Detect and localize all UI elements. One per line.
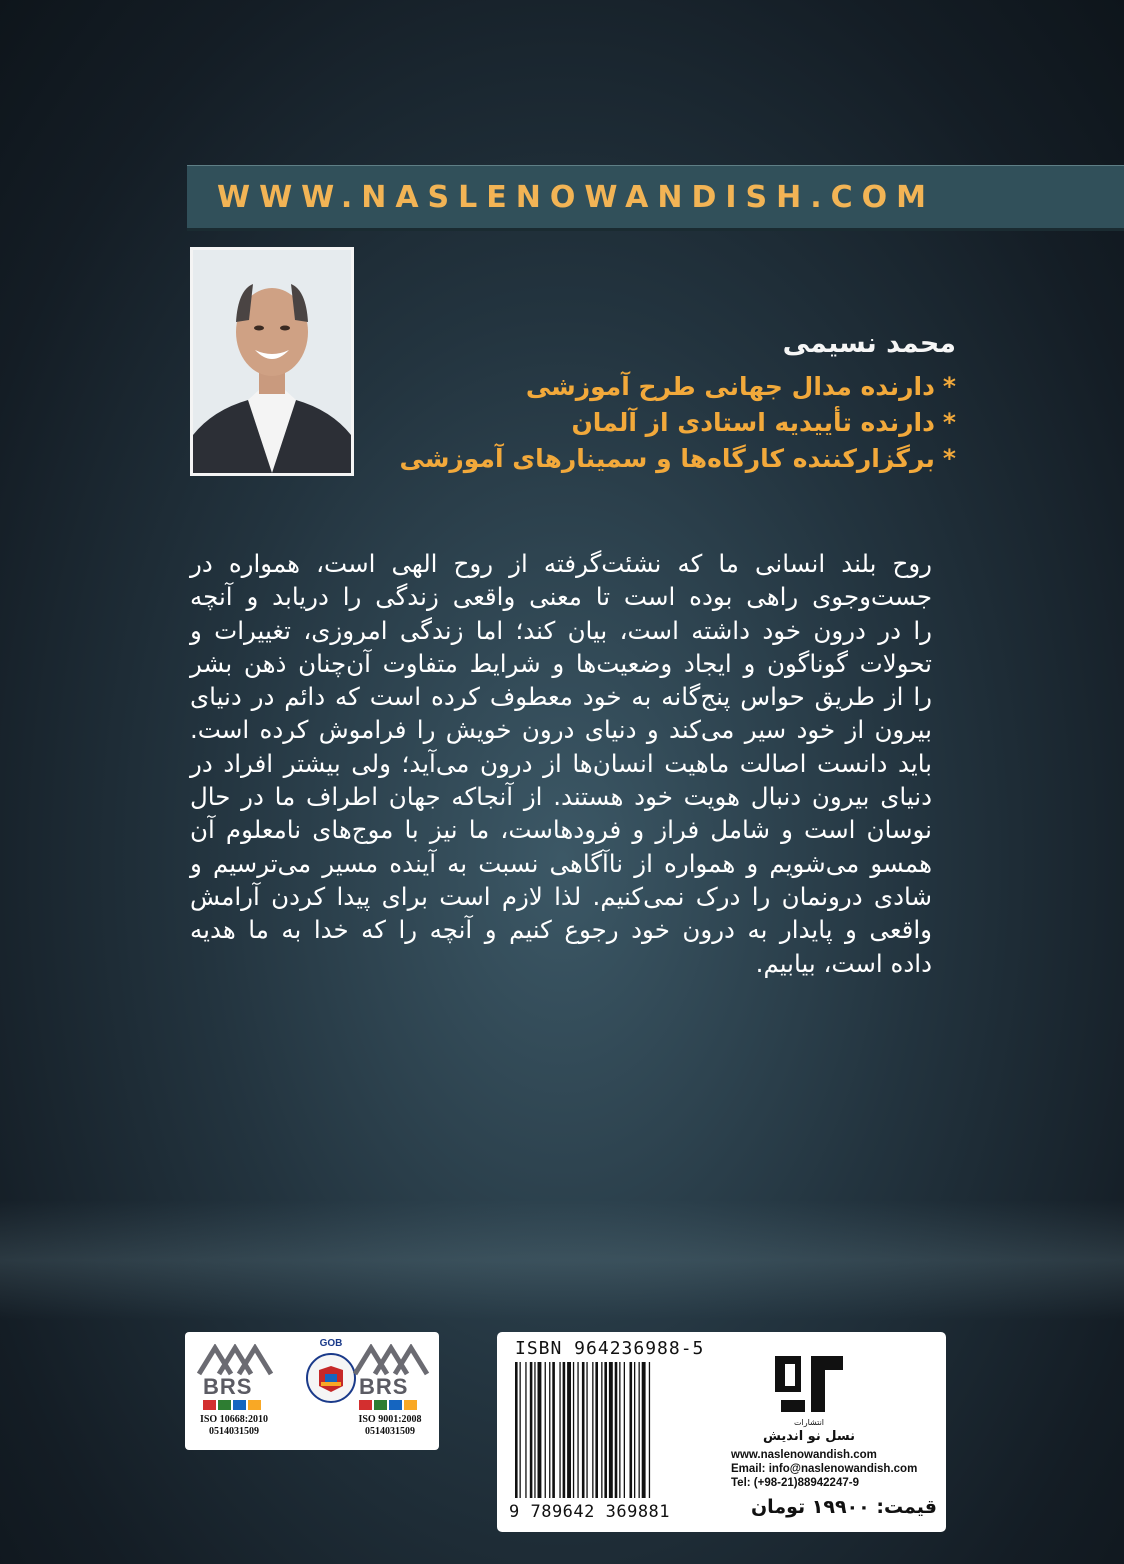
brs-certificate [189, 1338, 279, 1444]
blurb-line: دنیای بیرون دنبال هویت خود هستند. از آنجاکه جهان اطراف ما در حال [190, 782, 932, 812]
blurb-line: جست‌وجوی راهی بوده است تا معنی واقعی زندگی را دریابد و آنچه [190, 582, 932, 612]
barcode-icon [515, 1362, 711, 1498]
price-label: قیمت: ۱۹۹۰۰ تومان [750, 1496, 937, 1518]
gob-label: GOB [319, 1338, 343, 1349]
bullet-star: * [942, 408, 956, 437]
blurb-line: روح بلند انسانی ما که نشئت‌گرفته از روح الهی است، همواره در [190, 549, 932, 578]
bullet-star: * [942, 444, 956, 473]
author-portrait-image [193, 250, 351, 473]
publisher-logo-icon [771, 1350, 847, 1418]
bullet-star: * [942, 372, 956, 401]
publisher-email[interactable]: Email: info@naslenowandish.com [731, 1463, 918, 1475]
iso-standard: ISO 9001:2008 0514031509 [358, 1414, 422, 1437]
certification-panel [185, 1332, 439, 1450]
blurb-line: همسو می‌شویم و همواره از ناآگاهی نسبت به آینده مسیر می‌ترسیم و [190, 848, 932, 878]
brs-logo-icon [197, 1344, 275, 1376]
author-info [396, 328, 956, 477]
brs-logo-icon [353, 1344, 431, 1376]
author-photo [190, 247, 354, 476]
brs-mark: BRS [203, 1374, 253, 1399]
background-haze [0, 1200, 1124, 1320]
publisher-name: نسل نو اندیش [763, 1429, 855, 1444]
publisher-website[interactable]: www.naslenowandish.com [731, 1449, 877, 1461]
blurb-line: را در درون خود داشته است، بیان کند؛ اما زندگی امروزی، تغییرات و [190, 615, 932, 645]
isbn-number: ISBN 964236988-5 [515, 1338, 705, 1359]
color-squares [359, 1400, 417, 1410]
color-squares [203, 1400, 261, 1410]
credential-item: *دارنده تأییدیه استادی از آلمان [571, 408, 956, 437]
brs-certificate [345, 1338, 435, 1444]
blurb-line: تحولات گوناگون و ایجاد وضعیت‌ها و شرایط متفاوت آن‌چنان ذهن بشر [190, 648, 932, 678]
blurb-line: داده است، بیابیم. [755, 948, 932, 978]
credential-item: *برگزارکننده کارگاه‌ها و سمینارهای آموزشی [399, 444, 956, 473]
barcode-digits: 9 789642 369881 [509, 1502, 671, 1522]
publisher-contact [731, 1448, 917, 1490]
website-banner [187, 165, 1124, 231]
blurb-line: را از طریق حواس پنج‌گانه به خود معطوف کرده است که دائم در دنیای [190, 682, 932, 712]
isbn-publisher-panel [497, 1332, 946, 1532]
blurb-line: واقعی و پایدار به درون خود رجوع کنیم و آنچه را که خدا به ما هدیه [190, 915, 932, 945]
publisher-phone: Tel: (+98-21)88942247-9 [731, 1477, 859, 1489]
brs-mark: BRS [359, 1374, 409, 1399]
blurb-line: باید دانست اصالت ماهیت انسان‌ها از درون می‌آید؛ ولی بیشتر افراد در [190, 748, 932, 778]
publisher-label: انتشارات [793, 1418, 825, 1427]
credential-item: *دارنده مدال جهانی طرح آموزشی [525, 372, 956, 401]
blurb-text [190, 547, 932, 980]
author-name: محمد نسیمی [782, 328, 956, 359]
iso-standard: ISO 10668:2010 0514031509 [199, 1414, 269, 1437]
blurb-line: نوسان است و شامل فراز و فرودهاست، ما نیز با موج‌های نامعلوم آن [190, 815, 932, 845]
website-url[interactable]: WWW.NASLENOWANDISH.COM [217, 179, 935, 215]
blurb-line: بیرون از خود سیر می‌کند و دنیای درون خویش را فراموش کرده است. [190, 715, 932, 745]
blurb-line: شادی درونمان را درک نمی‌کنیم. لذا لازم است برای پیدا کردن آرامش [190, 881, 932, 911]
